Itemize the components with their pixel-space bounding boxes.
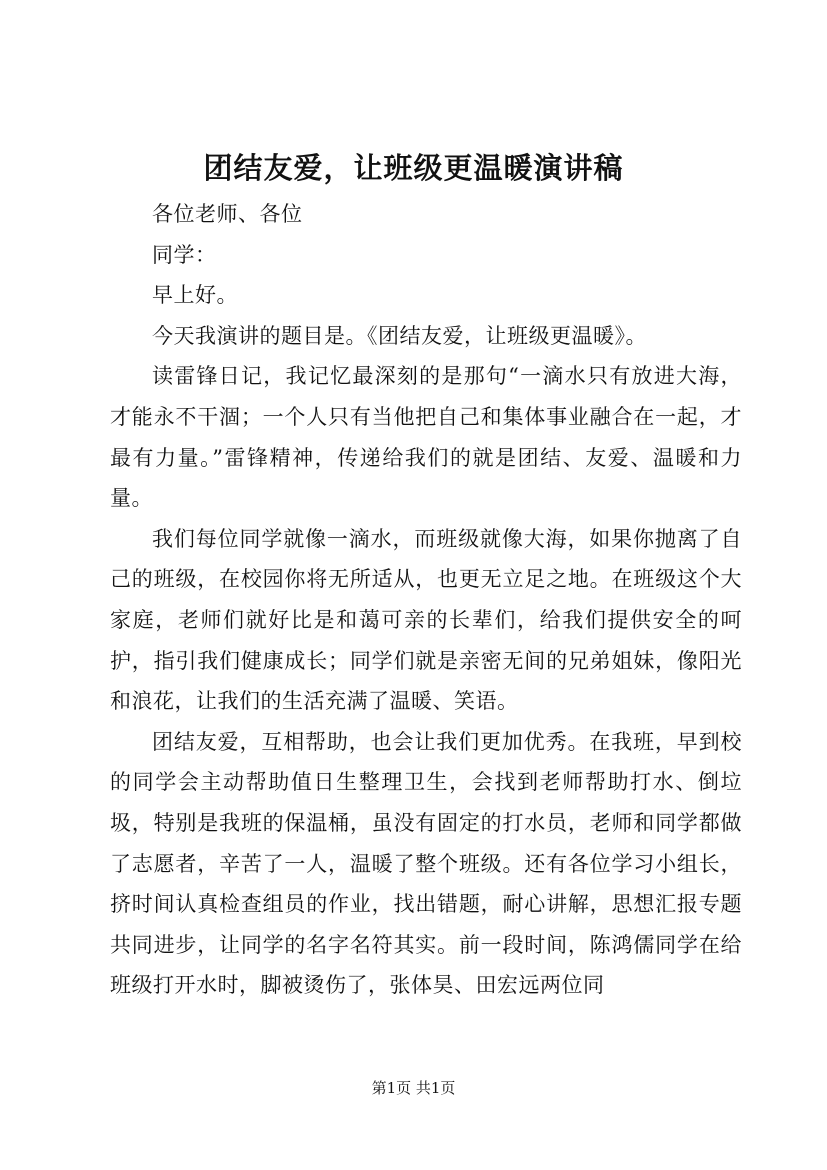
paragraph-topic: 今天我演讲的题目是。《团结友爱，让班级更温暖》。	[152, 323, 647, 348]
document-title: 团结友爱，让班级更温暖演讲稿	[203, 151, 624, 185]
paragraph-salutation-1: 各位老师、各位	[152, 202, 303, 226]
paragraph-class-family: 我们每位同学就像一滴水，而班级就像大海，如果你抛离了自己的班级，在校园你将无所适从，也更无立足之地。在班级这个大家庭，老师们就好比是和蔼可亲的长辈们，给我们提供安全的呵护，指引我们健康成长；同学们就是亲密无间的兄弟姐妹，像阳光和浪花，让我们的生活充满了温暖、笑语。	[110, 526, 742, 714]
paragraph-help-each-other: 团结友爱，互相帮助，也会让我们更加优秀。在我班，早到校的同学会主动帮助值日生整理卫生，会找到老师帮助打水、倒垃圾，特别是我班的保温桶，虽没有固定的打水员，老师和同学都做了志愿者，辛苦了一人，温暖了整个班级。还有各位学习小组长，挤时间认真检查组员的作业，找出错题，耐心讲解，思想汇报专题共同进步，让同学的名字名符其实。前一段时间，陈鸿儒同学在给班级打开水时，脚被烫伤了，张体昊、田宏远两位同	[110, 729, 742, 998]
paragraph-leifeng: 读雷锋日记，我记忆最深刻的是那句“一滴水只有放进大海，才能永不干涸；一个人只有当他把自己和集体事业融合在一起，才最有力量。”雷锋精神，传递给我们的就是团结、友爱、温暖和力量。	[110, 364, 742, 511]
paragraph-salutation-2: 同学：	[152, 242, 217, 267]
paragraph-greeting: 早上好。	[152, 283, 238, 308]
document-body	[110, 194, 742, 1006]
page-number-footer: 第1页 共1页	[371, 1079, 456, 1097]
